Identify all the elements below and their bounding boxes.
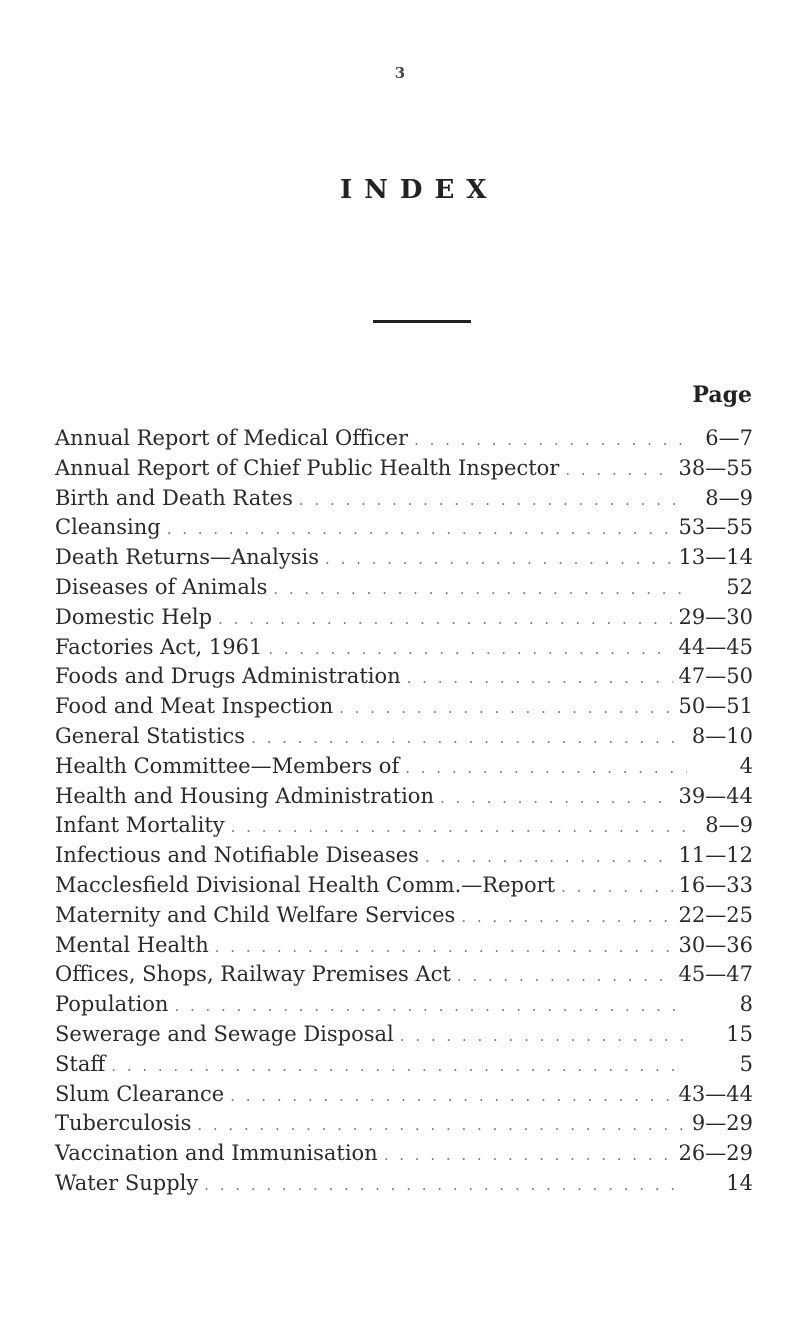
entry-topic: Factories Act, 1961 [55, 633, 268, 663]
entry-pages: 53—55 [678, 515, 753, 540]
index-entry [55, 573, 753, 603]
entry-pages: 26—29 [678, 1141, 753, 1166]
leader-dots [384, 1141, 673, 1171]
entry-topic: Infant Mortality [55, 811, 231, 841]
entry-topic: Staff [55, 1050, 111, 1080]
entry-pages: 13—14 [678, 545, 753, 570]
page-column-heading: Page [692, 382, 752, 408]
entry-pages: 45—47 [678, 962, 753, 987]
entry-topic: Death Returns—Analysis [55, 543, 325, 573]
index-entry [55, 811, 753, 841]
index-entry [55, 692, 753, 722]
index-entry [55, 543, 753, 573]
entry-pages: 8 [739, 992, 753, 1017]
entry-pages: 11—12 [678, 843, 753, 868]
entry-topic: Health Committee—Members of [55, 752, 405, 782]
entry-pages: 6—7 [705, 426, 753, 450]
leader-dots [218, 605, 672, 635]
index-entry [55, 871, 753, 901]
entry-topic: Macclesfield Divisional Health Comm.—Report [55, 871, 561, 901]
leader-dots [268, 635, 672, 665]
title-divider [373, 320, 471, 323]
index-entry [55, 454, 753, 484]
index-entry [55, 782, 753, 812]
entry-topic: Food and Meat Inspection [55, 692, 339, 722]
index-entry [55, 484, 753, 514]
entry-pages: 8—9 [705, 813, 753, 838]
leader-dots [273, 575, 687, 605]
index-entry [55, 841, 753, 871]
entry-pages: 15 [726, 1021, 753, 1046]
leader-dots [414, 426, 687, 456]
entry-topic: Population [55, 990, 174, 1020]
entry-pages: 43—44 [678, 1081, 753, 1106]
entry-topic: Cleansing [55, 513, 167, 543]
entry-topic: Health and Housing Administration [55, 782, 440, 812]
entry-topic: Foods and Drugs Administration [55, 662, 407, 692]
leader-dots [197, 1111, 686, 1141]
leader-dots [215, 933, 673, 963]
entry-pages: 5 [739, 1051, 753, 1076]
leader-dots [407, 664, 673, 694]
entry-pages: 44—45 [678, 634, 753, 659]
entry-topic: Annual Report of Chief Public Health Inspector [55, 454, 565, 484]
index-entry [55, 513, 753, 543]
leader-dots [405, 754, 687, 784]
leader-dots [565, 456, 672, 486]
leader-dots [299, 486, 687, 516]
entry-pages: 22—25 [678, 902, 753, 927]
index-entry [55, 1139, 753, 1169]
index-entry [55, 1109, 753, 1139]
index-entry [55, 1169, 753, 1199]
entry-pages: 30—36 [678, 932, 753, 957]
leader-dots [111, 1052, 687, 1082]
leader-dots [461, 903, 672, 933]
entry-topic: Diseases of Animals [55, 573, 273, 603]
entry-topic: Slum Clearance [55, 1080, 230, 1110]
index-entry [55, 931, 753, 961]
index-entry [55, 424, 753, 454]
leader-dots [231, 813, 687, 843]
entry-topic: Sewerage and Sewage Disposal [55, 1020, 400, 1050]
page-title: INDEX [340, 175, 499, 205]
entry-pages: 39—44 [678, 783, 753, 808]
index-entry [55, 1050, 753, 1080]
leader-dots [561, 873, 672, 903]
entry-topic: Water Supply [55, 1169, 204, 1199]
entry-pages: 4 [739, 753, 753, 778]
entry-pages: 8—10 [691, 723, 753, 748]
leader-dots [167, 515, 673, 545]
leader-dots [251, 724, 686, 754]
entry-pages: 14 [726, 1170, 753, 1195]
entry-topic: Domestic Help [55, 603, 218, 633]
index-entry [55, 752, 753, 782]
leader-dots [339, 694, 672, 724]
leader-dots [440, 784, 673, 814]
entry-topic: Maternity and Child Welfare Services [55, 901, 461, 931]
entry-pages: 47—50 [678, 664, 753, 689]
leader-dots [325, 545, 673, 575]
index-entry [55, 722, 753, 752]
entry-topic: Offices, Shops, Railway Premises Act [55, 960, 457, 990]
entry-topic: General Statistics [55, 722, 251, 752]
leader-dots [174, 992, 687, 1022]
entry-topic: Tuberculosis [55, 1109, 197, 1139]
entry-topic: Annual Report of Medical Officer [55, 424, 414, 454]
entry-topic: Mental Health [55, 931, 215, 961]
leader-dots [425, 843, 673, 873]
entry-pages: 50—51 [678, 694, 753, 719]
entry-topic: Vaccination and Immunisation [55, 1139, 384, 1169]
index-entry [55, 960, 753, 990]
entry-pages: 29—30 [678, 604, 753, 629]
entry-topic: Infectious and Notifiable Diseases [55, 841, 425, 871]
entry-pages: 16—33 [678, 872, 753, 897]
index-entry [55, 1020, 753, 1050]
leader-dots [400, 1022, 687, 1052]
index-entry [55, 901, 753, 931]
index-entry [55, 990, 753, 1020]
index-list [55, 424, 753, 1199]
index-entry [55, 1080, 753, 1110]
entry-pages: 38—55 [678, 455, 753, 480]
page-number: 3 [394, 64, 406, 82]
entry-pages: 52 [726, 574, 753, 599]
leader-dots [230, 1082, 672, 1112]
leader-dots [457, 962, 673, 992]
leader-dots [204, 1171, 687, 1201]
index-entry [55, 603, 753, 633]
index-entry [55, 662, 753, 692]
index-entry [55, 633, 753, 663]
entry-pages: 8—9 [705, 485, 753, 510]
entry-pages: 9—29 [691, 1111, 753, 1136]
entry-topic: Birth and Death Rates [55, 484, 299, 514]
